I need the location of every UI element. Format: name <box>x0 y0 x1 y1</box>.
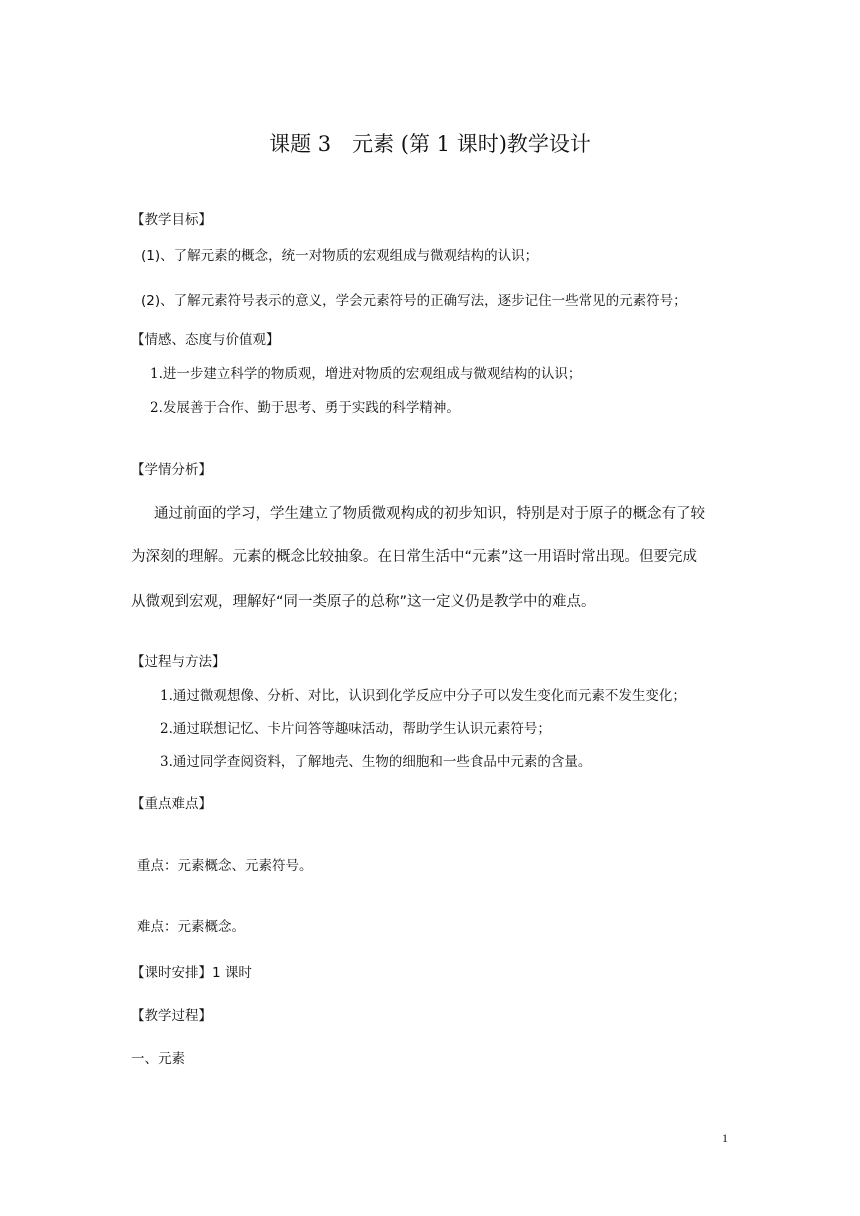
values-heading: 【情感、态度与价值观】 <box>131 332 280 348</box>
analysis-line-3: 从微观到宏观，理解好“同一类原子的总称”这一定义仍是教学中的难点。 <box>131 594 596 610</box>
analysis-line-2: 为深刻的理解。元素的概念比较抽象。在日常生活中“元素”这一用语时常出现。但要完成 <box>131 549 698 565</box>
teaching-process-heading: 【教学过程】 <box>131 1008 212 1024</box>
analysis-heading: 【学情分析】 <box>131 462 212 478</box>
analysis-line-1: 通过前面的学习，学生建立了物质微观构成的初步知识，特别是对于原子的概念有了较 <box>154 506 705 522</box>
section-1-heading: 一、元素 <box>131 1051 185 1067</box>
schedule-heading: 【课时安排】 <box>131 965 212 981</box>
objective-item-1: (1)、了解元素的概念，统一对物质的宏观组成与微观结构的认识； <box>141 248 539 264</box>
process-method-item-1: 1.通过微观想像、分析、对比，认识到化学反应中分子可以发生变化而元素不发生变化； <box>160 688 686 704</box>
document-title: 课题 3 元素 (第 1 课时)教学设计 <box>269 132 591 156</box>
process-method-item-2: 2.通过联想记忆、卡片问答等趣味活动，帮助学生认识元素符号； <box>160 721 551 737</box>
schedule-value: 1 课时 <box>212 965 252 981</box>
objectives-heading: 【教学目标】 <box>131 212 212 228</box>
process-method-item-3: 3.通过同学查阅资料，了解地壳、生物的细胞和一些食品中元素的含量。 <box>160 754 592 770</box>
objective-item-2: (2)、了解元素符号表示的意义，学会元素符号的正确写法，逐步记住一些常见的元素符号； <box>141 293 687 309</box>
difficult-point: 难点：元素概念。 <box>137 919 245 935</box>
page-number: 1 <box>722 1131 728 1145</box>
process-method-heading: 【过程与方法】 <box>131 654 226 670</box>
values-item-1: 1.进一步建立科学的物质观，增进对物质的宏观组成与微观结构的认识； <box>150 366 582 382</box>
key-point: 重点：元素概念、元素符号。 <box>137 858 313 874</box>
key-points-heading: 【重点难点】 <box>131 796 212 812</box>
values-item-2: 2.发展善于合作、勤于思考、勇于实践的科学精神。 <box>150 400 460 416</box>
